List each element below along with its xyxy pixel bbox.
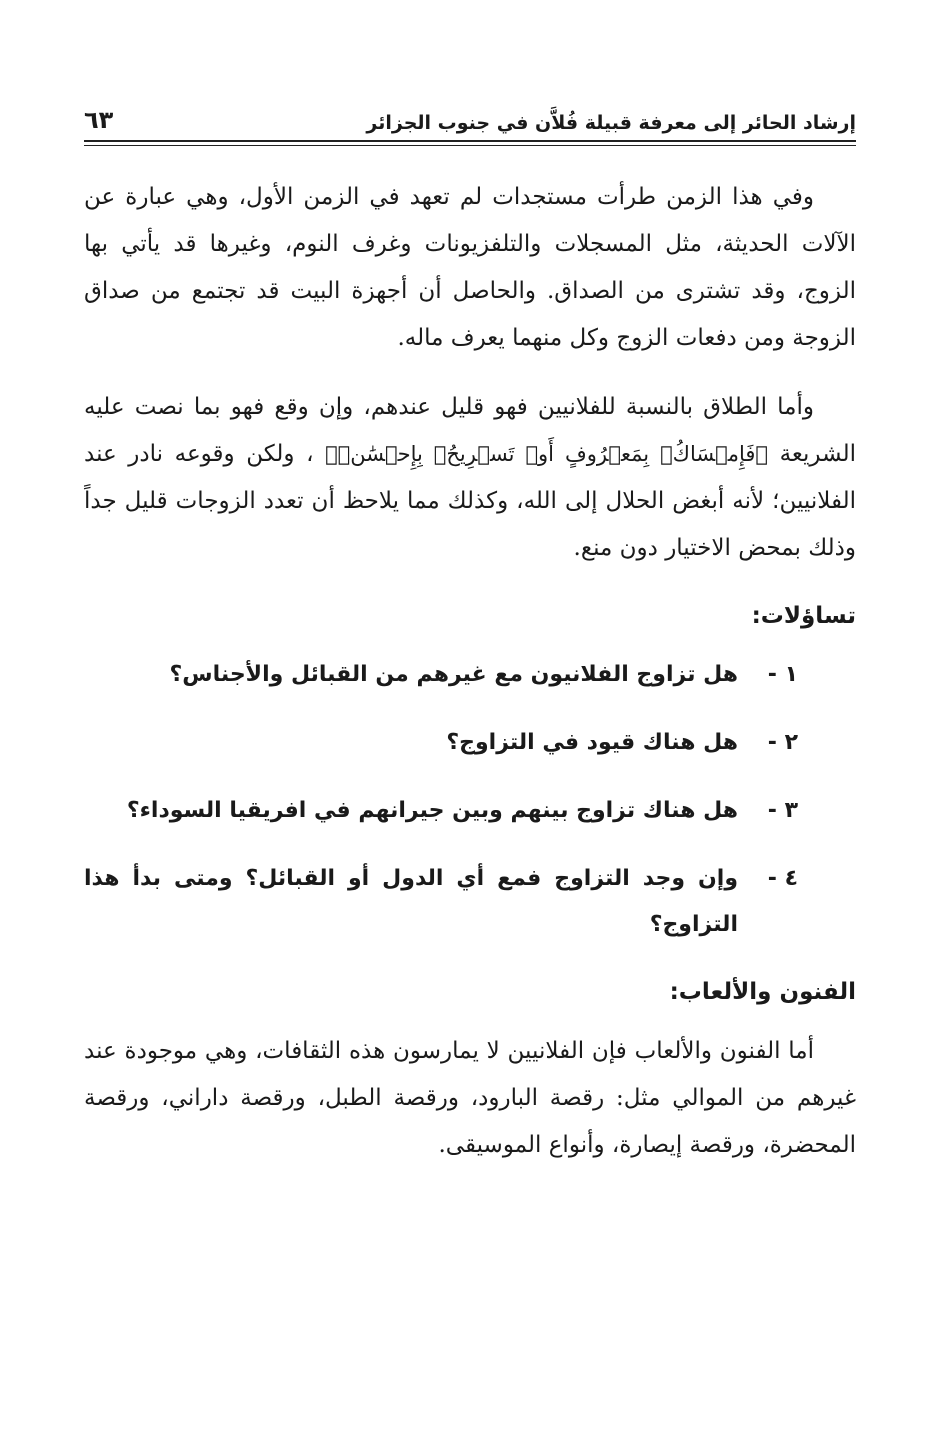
paragraph-new-appliances: وفي هذا الزمن طرأت مستجدات لم تعهد في الزمن الأول، وهي عبارة عن الآلات الحديثة، مثل المسجلات والتلفزيونات وغرف النوم، وغيرها قد يأتي بها الزوج، وقد تشترى من الصداق. والحاصل أن أجهزة البيت قد تجتمع من صداق الزوجة ومن دفعات الزوج وكل منهما يعرف ماله. <box>84 184 856 351</box>
question-number: ١ - <box>767 662 798 687</box>
quran-verse: ﴿فَإِمۡسَاكُۢ بِمَعۡرُوفٍ أَوۡ تَسۡرِيحُۢ بِإِحۡسَٰنٖ﴾ <box>325 442 769 466</box>
question-text: هل هناك قيود في التزاوج؟ <box>446 730 738 755</box>
question-number: ٢ - <box>767 730 798 755</box>
paragraph-divorce <box>84 384 856 572</box>
page-body <box>84 174 856 1169</box>
divorce-text-end: ، ولكن وقوعه نادر عند الفلانيين؛ لأنه أبغض الحلال إلى الله، وكذلك مما يلاحظ أن تعدد الزوجات قليل جداً وذلك بمحض الاختيار دون منع. <box>84 441 856 561</box>
running-header <box>84 92 856 134</box>
page-number: ٦٣ <box>84 106 114 134</box>
list-item <box>84 652 856 698</box>
question-number: ٣ - <box>767 798 798 823</box>
document-page <box>84 92 856 1191</box>
header-divider <box>84 140 856 146</box>
paragraph-arts-games: أما الفنون والألعاب فإن الفلانيين لا يمارسون هذه الثقافات، وهي موجودة عند غيرهم من الموالي مثل: رقصة البارود، ورقصة الطبل، ورقصة داراني، ورقصة المحضرة، ورقصة إيصارة، وأنواع الموسيقى. <box>84 1038 856 1158</box>
book-title: إرشاد الحائر إلى معرفة قبيلة فُلاَّن في جنوب الجزائر <box>366 112 856 134</box>
list-item <box>84 720 856 766</box>
list-item <box>84 788 856 834</box>
arts-heading: الفنون والألعاب: <box>669 979 856 1005</box>
questions-heading: تساؤلات: <box>751 603 856 629</box>
question-number: ٤ - <box>767 866 798 891</box>
list-item <box>84 856 856 948</box>
question-text: وإن وجد التزاوج فمع أي الدول أو القبائل؟ ومتى بدأ هذا التزاوج؟ <box>84 866 738 937</box>
question-text: هل هناك تزاوج بينهم وبين جيرانهم في افريقيا السوداء؟ <box>126 798 738 823</box>
question-text: هل تزاوج الفلانيون مع غيرهم من القبائل والأجناس؟ <box>169 662 738 687</box>
questions-list <box>84 652 856 948</box>
divorce-text-start: وأما الطلاق بالنسبة للفلانيين فهو قليل عندهم، وإن وقع فهو بما نصت عليه الشريعة <box>84 394 857 467</box>
